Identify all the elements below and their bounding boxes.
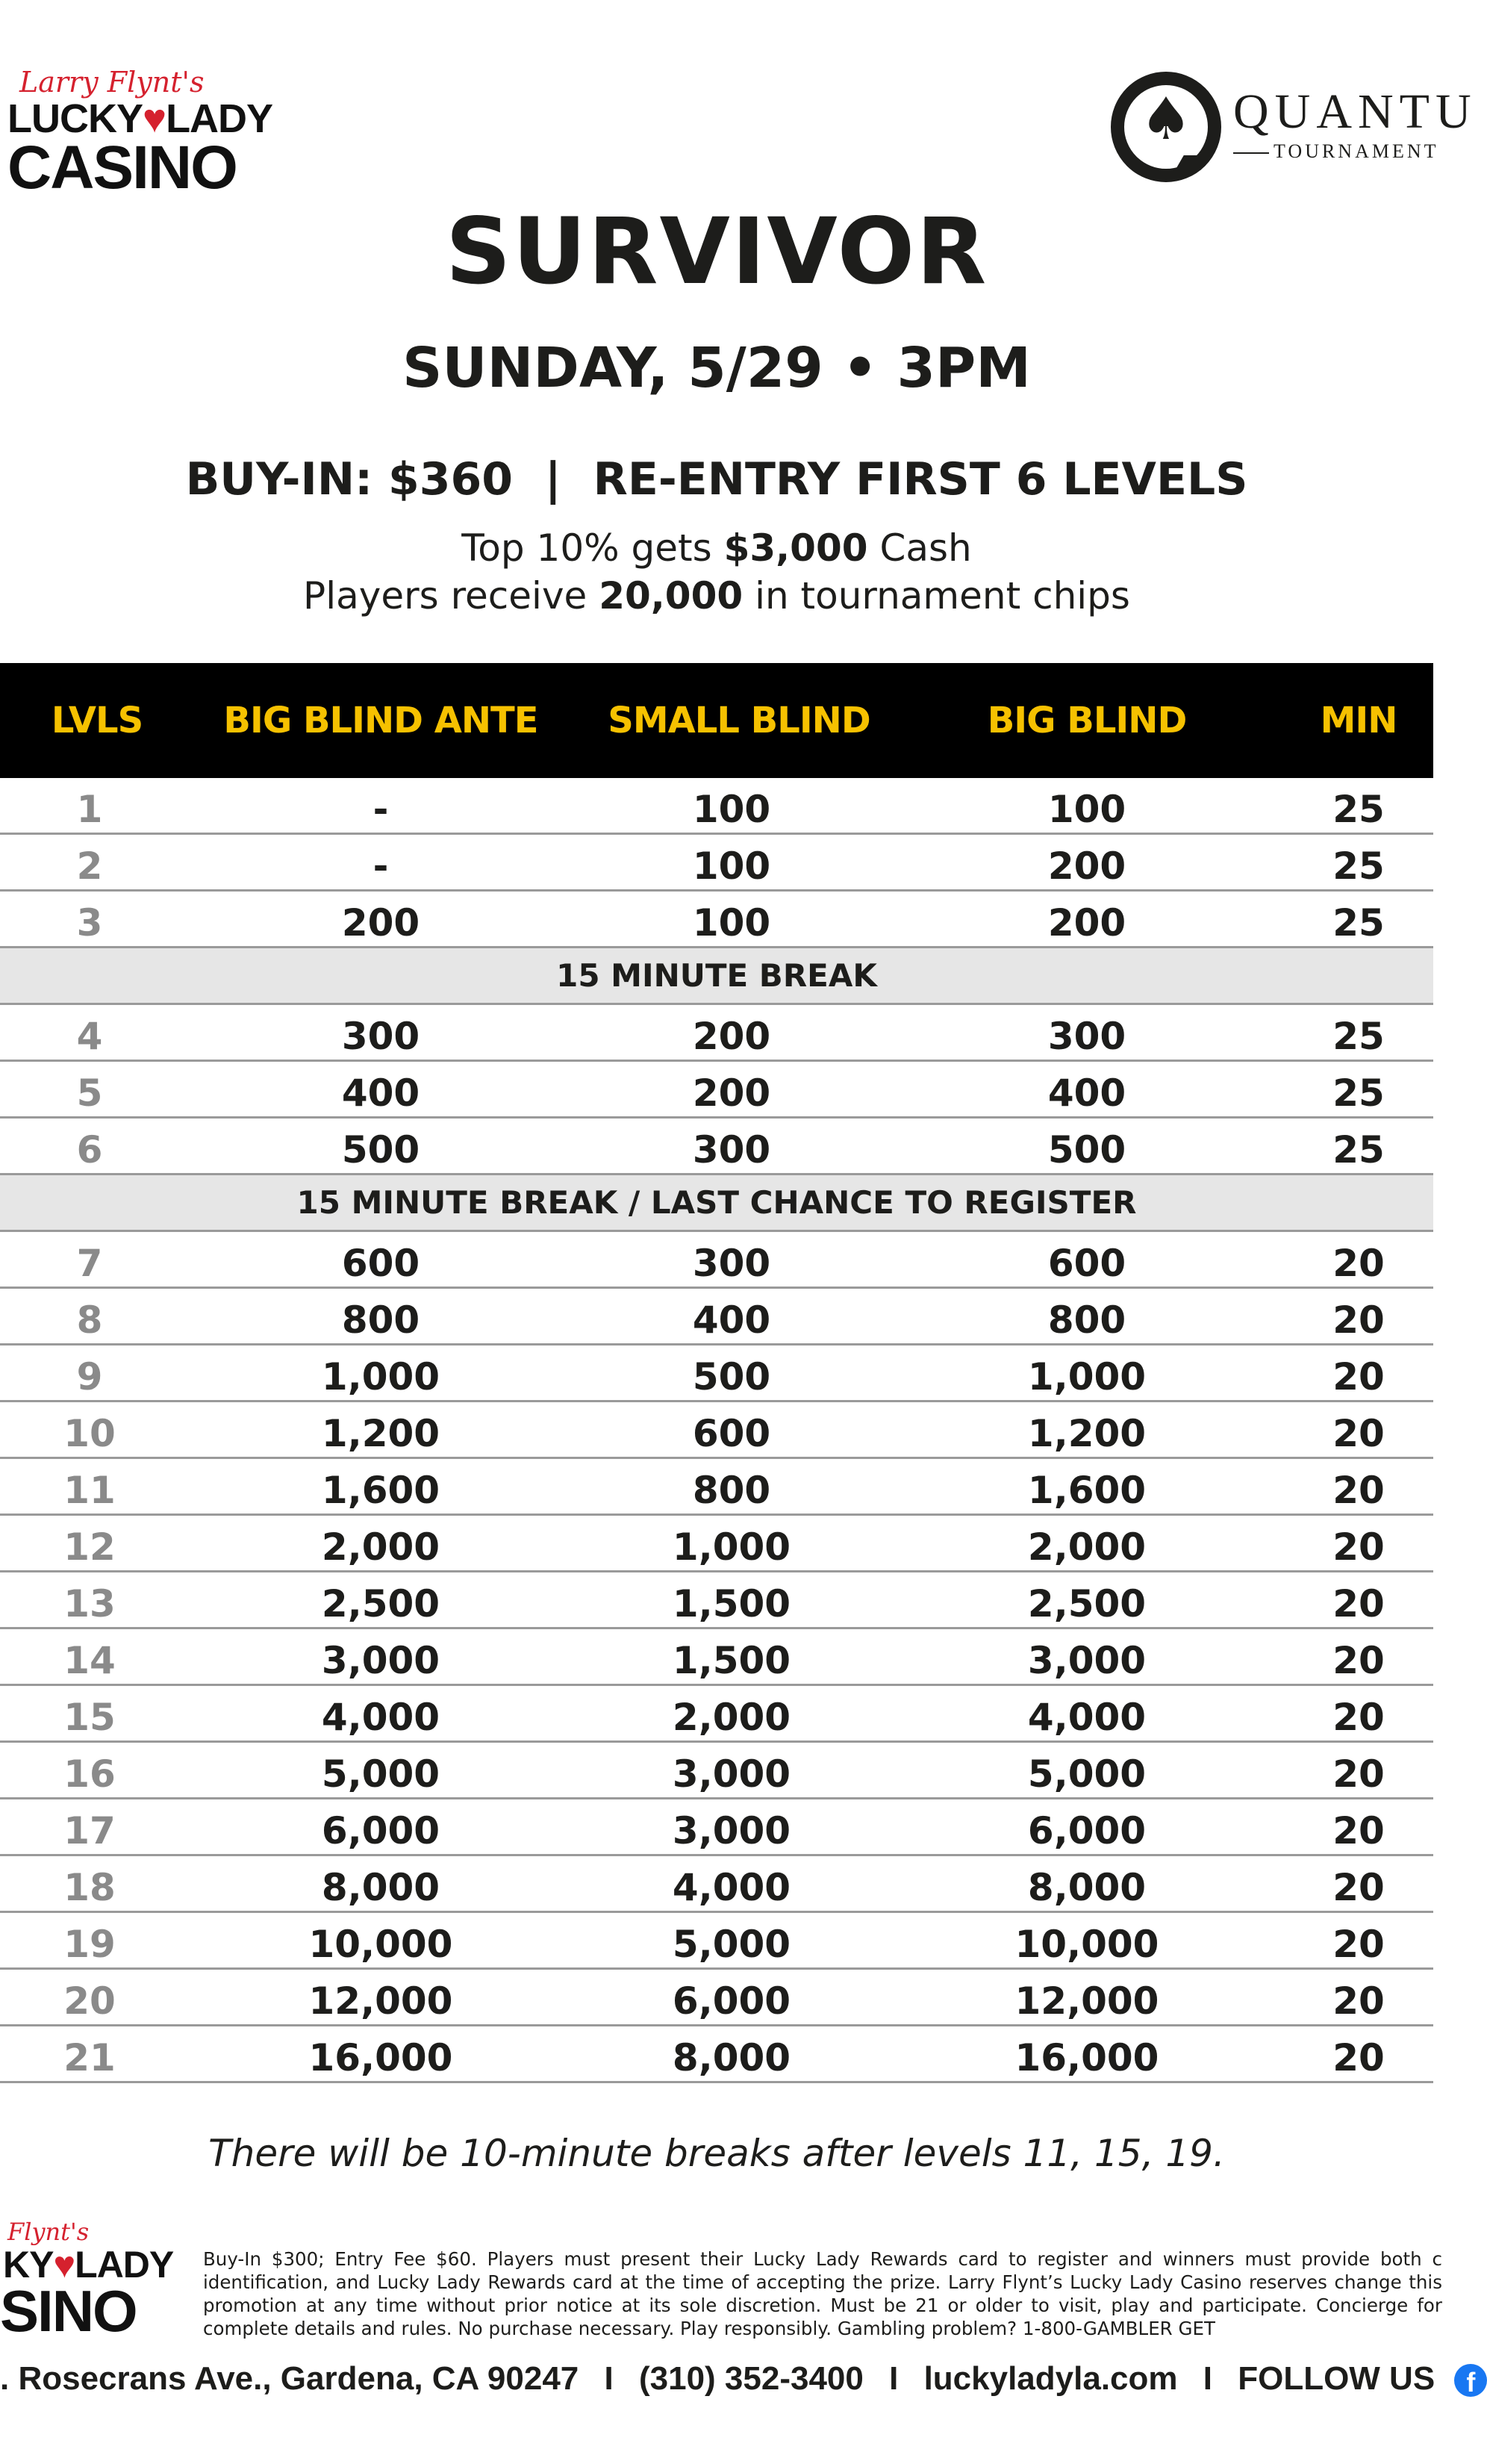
minutes-cell: 20 (1332, 1752, 1385, 1796)
level-cell: 1 (76, 788, 103, 831)
table-row (0, 1970, 1433, 2026)
minutes-cell: 25 (1332, 901, 1385, 945)
divider: I (889, 2360, 899, 2397)
logo-footer-lady-text: LADY (75, 2244, 174, 2286)
small-blind-cell: 100 (692, 844, 771, 888)
chips-line (0, 572, 1433, 620)
ante-cell: 400 (341, 1071, 420, 1115)
big-blind-cell: 200 (1047, 844, 1126, 888)
chips-amount: 20,000 (599, 574, 744, 617)
ante-cell: 800 (341, 1298, 420, 1342)
website-link[interactable]: luckyladyla.com (923, 2360, 1178, 2397)
table-row (0, 1856, 1433, 1913)
minutes-cell: 20 (1332, 2036, 1385, 2079)
big-blind-cell: 500 (1047, 1128, 1126, 1172)
small-blind-cell: 8,000 (672, 2036, 791, 2079)
minutes-cell: 20 (1332, 1355, 1385, 1399)
big-blind-cell: 2,000 (1027, 1525, 1147, 1569)
ante-cell: 16,000 (308, 2036, 453, 2079)
logo-footer-casino: SINO (0, 2278, 137, 2344)
lucky-lady-logo-footer (0, 2218, 202, 2344)
ante-cell: - (372, 844, 389, 888)
big-blind-cell: 2,500 (1027, 1582, 1147, 1625)
prize-pre: Top 10% gets (461, 526, 712, 570)
level-cell: 12 (63, 1525, 116, 1569)
table-row (0, 1062, 1433, 1119)
big-blind-cell: 6,000 (1027, 1809, 1147, 1852)
level-cell: 20 (63, 1979, 116, 2023)
big-blind-cell: 100 (1047, 788, 1126, 831)
small-blind-cell: 1,500 (672, 1639, 791, 1682)
logo-lucky-lady (7, 96, 273, 141)
prize-post: Cash (879, 526, 972, 570)
ante-cell: 10,000 (308, 1923, 453, 1966)
event-date: SUNDAY, 5/29 • 3PM (402, 336, 1031, 400)
buyin-divider: | (544, 453, 561, 505)
small-blind-cell: 100 (692, 788, 771, 831)
ante-cell: 300 (341, 1015, 420, 1058)
big-blind-cell: 5,000 (1027, 1752, 1147, 1796)
buyin-text: BUY-IN: $360 (185, 453, 513, 505)
minutes-cell: 20 (1332, 1242, 1385, 1285)
ante-cell: - (372, 788, 389, 831)
table-row (0, 1232, 1433, 1289)
level-cell: 7 (76, 1242, 103, 1285)
quantum-tournament-logo (1105, 67, 1477, 179)
big-blind-cell: 4,000 (1027, 1696, 1147, 1739)
ante-cell: 1,000 (321, 1355, 440, 1399)
minutes-cell: 20 (1332, 1298, 1385, 1342)
address: . Rosecrans Ave., Gardena, CA 90247 (0, 2360, 579, 2397)
minutes-cell: 25 (1332, 844, 1385, 888)
event-title: SURVIVOR (445, 199, 988, 305)
big-blind-cell: 10,000 (1014, 1923, 1159, 1966)
phone[interactable]: (310) 352-3400 (638, 2360, 864, 2397)
small-blind-cell: 6,000 (672, 1979, 791, 2023)
small-blind-cell: 600 (692, 1412, 771, 1455)
small-blind-cell: 2,000 (672, 1696, 791, 1739)
small-blind-cell: 1,500 (672, 1582, 791, 1625)
minutes-cell: 25 (1332, 1128, 1385, 1172)
minutes-cell: 20 (1332, 1639, 1385, 1682)
prize-amount: $3,000 (723, 526, 868, 570)
ante-cell: 3,000 (321, 1639, 440, 1682)
big-blind-cell: 400 (1047, 1071, 1126, 1115)
logo-lucky-text: LUCKY (7, 96, 143, 141)
small-blind-cell: 200 (692, 1071, 771, 1115)
ante-cell: 12,000 (308, 1979, 453, 2023)
ante-cell: 2,500 (321, 1582, 440, 1625)
table-row (0, 778, 1433, 835)
minutes-cell: 20 (1332, 1412, 1385, 1455)
header-ante: BIG BLIND ANTE (223, 700, 538, 741)
breaks-note: There will be 10-minute breaks after levels 11, 15, 19. (208, 2132, 1225, 2175)
small-blind-cell: 3,000 (672, 1752, 791, 1796)
small-blind-cell: 300 (692, 1242, 771, 1285)
big-blind-cell: 3,000 (1027, 1639, 1147, 1682)
small-blind-cell: 500 (692, 1355, 771, 1399)
ante-cell: 6,000 (321, 1809, 440, 1852)
minutes-cell: 25 (1332, 788, 1385, 831)
ante-cell: 1,600 (321, 1469, 440, 1512)
level-cell: 6 (76, 1128, 103, 1172)
spade-icon: ♠ (1140, 86, 1192, 153)
chips-pre: Players receive (303, 574, 587, 617)
lucky-lady-logo (7, 66, 273, 202)
facebook-icon[interactable]: f (1454, 2364, 1487, 2397)
level-cell: 17 (63, 1809, 116, 1852)
minutes-cell: 20 (1332, 1979, 1385, 2023)
ante-cell: 4,000 (321, 1696, 440, 1739)
level-cell: 5 (76, 1071, 103, 1115)
break-row: 15 MINUTE BREAK (0, 948, 1433, 1005)
big-blind-cell: 200 (1047, 901, 1126, 945)
table-row (0, 1686, 1433, 1743)
break-row: 15 MINUTE BREAK / LAST CHANCE TO REGISTER (0, 1175, 1433, 1232)
logo-script: Larry Flynt's (19, 66, 205, 99)
table-row (0, 1572, 1433, 1629)
legal-text: Buy-In $300; Entry Fee $60. Players must present their Lucky Lady Rewards card to register and winners must provide both c identification, and Lucky Lady Rewards card at the time of accepting the prize. Larry Flynt’s Lucky Lady Casino reserves change this promotion at any time without prior notice at its sole discretion. Must be 21 or older to visit, play and participate. Concierge for complete details and rules. No purchase necessary. Play responsibly. Gambling problem? 1-800-GAMBLER GET (203, 2248, 1442, 2339)
level-cell: 10 (63, 1412, 116, 1455)
table-row (0, 1119, 1433, 1175)
big-blind-cell: 1,000 (1027, 1355, 1147, 1399)
ante-cell: 8,000 (321, 1866, 440, 1909)
header-small-blind: SMALL BLIND (608, 700, 870, 741)
level-cell: 2 (76, 844, 103, 888)
minutes-cell: 20 (1332, 1525, 1385, 1569)
minutes-cell: 25 (1332, 1015, 1385, 1058)
header-min: MIN (1320, 700, 1397, 741)
table-row (0, 1005, 1433, 1062)
logo-casino: CASINO (7, 134, 237, 202)
table-row (0, 1289, 1433, 1345)
table-row (0, 1743, 1433, 1799)
logo-lady-text: LADY (166, 96, 273, 141)
prize-line (0, 524, 1433, 572)
follow-us: FOLLOW US (1238, 2360, 1435, 2397)
ante-cell: 1,200 (321, 1412, 440, 1455)
level-cell: 18 (63, 1866, 116, 1909)
level-cell: 11 (63, 1469, 116, 1512)
level-cell: 14 (63, 1639, 116, 1682)
contact-bar (0, 2351, 1487, 2407)
logo-footer-lucky-text: KY (3, 2244, 54, 2286)
small-blind-cell: 300 (692, 1128, 771, 1172)
minutes-cell: 20 (1332, 1469, 1385, 1512)
reentry-text: RE-ENTRY FIRST 6 LEVELS (593, 453, 1248, 505)
ante-cell: 600 (341, 1242, 420, 1285)
table-row (0, 892, 1433, 948)
small-blind-cell: 5,000 (672, 1923, 791, 1966)
minutes-cell: 20 (1332, 1582, 1385, 1625)
header-lvls: LVLS (51, 700, 143, 741)
minutes-cell: 20 (1332, 1696, 1385, 1739)
table-header (0, 663, 1433, 778)
table-row (0, 835, 1433, 892)
small-blind-cell: 4,000 (672, 1866, 791, 1909)
big-blind-cell: 1,200 (1027, 1412, 1147, 1455)
table-row (0, 1913, 1433, 1970)
small-blind-cell: 100 (692, 901, 771, 945)
small-blind-cell: 1,000 (672, 1525, 791, 1569)
table-row (0, 1459, 1433, 1516)
big-blind-cell: 16,000 (1014, 2036, 1159, 2079)
divider: I (1203, 2360, 1212, 2397)
small-blind-cell: 3,000 (672, 1809, 791, 1852)
minutes-cell: 20 (1332, 1866, 1385, 1909)
chips-post: in tournament chips (755, 574, 1130, 617)
level-cell: 4 (76, 1015, 103, 1058)
big-blind-cell: 800 (1047, 1298, 1126, 1342)
big-blind-cell: 8,000 (1027, 1866, 1147, 1909)
big-blind-cell: 1,600 (1027, 1469, 1147, 1512)
quantum-word: QUANTU (1233, 84, 1477, 139)
level-cell: 3 (76, 901, 103, 945)
minutes-cell: 20 (1332, 1809, 1385, 1852)
big-blind-cell: 600 (1047, 1242, 1126, 1285)
table-row (0, 2026, 1433, 2083)
ante-cell: 2,000 (321, 1525, 440, 1569)
big-blind-cell: 12,000 (1014, 1979, 1159, 2023)
ante-cell: 200 (341, 901, 420, 945)
minutes-cell: 25 (1332, 1071, 1385, 1115)
small-blind-cell: 800 (692, 1469, 771, 1512)
small-blind-cell: 400 (692, 1298, 771, 1342)
table-row (0, 1516, 1433, 1572)
big-blind-cell: 300 (1047, 1015, 1126, 1058)
table-row (0, 1629, 1433, 1686)
divider: I (604, 2360, 614, 2397)
level-cell: 15 (63, 1696, 116, 1739)
buyin-line (0, 451, 1433, 508)
quantum-sub: TOURNAMENT (1233, 140, 1439, 163)
heart-icon: ♥ (143, 96, 166, 141)
table-row (0, 1402, 1433, 1459)
level-cell: 19 (63, 1923, 116, 1966)
small-blind-cell: 200 (692, 1015, 771, 1058)
ante-cell: 5,000 (321, 1752, 440, 1796)
ante-cell: 500 (341, 1128, 420, 1172)
level-cell: 21 (63, 2036, 116, 2079)
level-cell: 9 (76, 1355, 103, 1399)
level-cell: 16 (63, 1752, 116, 1796)
minutes-cell: 20 (1332, 1923, 1385, 1966)
logo-footer-script: Flynt's (7, 2218, 90, 2246)
table-row (0, 1345, 1433, 1402)
level-cell: 8 (76, 1298, 103, 1342)
heart-icon: ♥ (53, 2244, 75, 2286)
level-cell: 13 (63, 1582, 116, 1625)
table-row (0, 1799, 1433, 1856)
header-big-blind: BIG BLIND (987, 700, 1187, 741)
